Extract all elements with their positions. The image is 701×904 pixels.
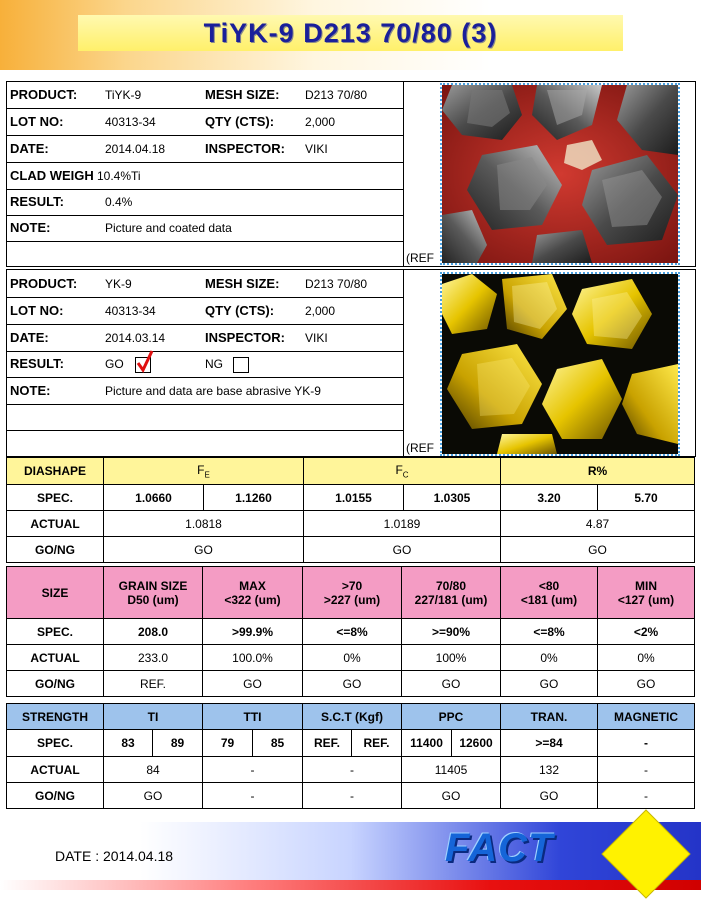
over70-header: >70 >227 (um) (303, 567, 402, 619)
lot-label: LOT NO: (10, 114, 64, 129)
spec-cell: 12600 (452, 730, 501, 757)
magnetic-header: MAGNETIC (598, 704, 695, 730)
grain-size-header: GRAIN SIZE D50 (um) (104, 567, 203, 619)
gong-cell: GO (203, 671, 303, 697)
70-80-header: 70/80 227/181 (um) (402, 567, 501, 619)
result-ng-label: NG (205, 357, 223, 371)
spec-cell: REF. (303, 730, 352, 757)
product-label: PRODUCT: (10, 87, 78, 102)
qty-value: 2,000 (305, 115, 336, 129)
clad-weight-value: 10.4%Ti (97, 169, 141, 183)
gong-cell: GO (501, 783, 598, 809)
max-header: MAX <322 (um) (203, 567, 303, 619)
qty-label: QTY (CTS): (205, 303, 275, 318)
gong-cell: GO (304, 537, 501, 563)
gong-cell: GO (104, 783, 203, 809)
clad-weight-label: CLAD WEIGH (10, 168, 94, 183)
strength-header: STRENGTH (7, 704, 104, 730)
date-label: DATE: (10, 141, 49, 156)
actual-cell: 1.0818 (104, 511, 304, 537)
actual-cell: 233.0 (104, 645, 203, 671)
gong-cell: GO (104, 537, 304, 563)
spec-cell: <2% (598, 619, 695, 645)
actual-cell: 84 (104, 757, 203, 783)
r-percent-header: R% (501, 458, 695, 485)
mesh-size-label: MESH SIZE: (205, 87, 280, 102)
inspector-label: INSPECTOR: (205, 330, 285, 345)
fc-header: $F_C$ (304, 458, 501, 485)
gong-cell: GO (501, 537, 695, 563)
spec-cell: >99.9% (203, 619, 303, 645)
gong-cell: GO (501, 671, 598, 697)
gong-cell: - (303, 783, 402, 809)
ref-label: (REF (406, 441, 434, 455)
checkmark-icon (135, 350, 155, 374)
result-go-checkbox[interactable] (135, 356, 151, 374)
spec-cell: 85 (253, 730, 303, 757)
ng-checkbox-box (233, 357, 249, 373)
page-title: TiYK-9 D213 70/80 (3) (203, 18, 498, 48)
actual-cell: 0% (501, 645, 598, 671)
sct-header: S.C.T (Kgf) (303, 704, 402, 730)
mesh-size-label: MESH SIZE: (205, 276, 280, 291)
ppc-header: PPC (402, 704, 501, 730)
actual-label: ACTUAL (7, 757, 104, 783)
spec-label: SPEC. (7, 730, 104, 757)
gong-cell: REF. (104, 671, 203, 697)
spec-cell: 79 (203, 730, 253, 757)
diashape-table (6, 457, 695, 563)
lot-label: LOT NO: (10, 303, 64, 318)
result-label: RESULT: (10, 356, 64, 371)
footer-red-stripe (0, 880, 701, 890)
spec-cell: 3.20 (501, 485, 598, 511)
spec-cell: 89 (153, 730, 203, 757)
note-label: NOTE: (10, 383, 51, 398)
result-ng-checkbox[interactable] (233, 356, 249, 374)
mesh-size-value: D213 70/80 (305, 277, 368, 291)
product-value: YK-9 (105, 277, 132, 291)
actual-cell: 4.87 (501, 511, 695, 537)
coated-diamond-image (442, 85, 678, 263)
footer-date: DATE : 2014.04.18 (55, 848, 174, 864)
spec-cell: - (598, 730, 695, 757)
diamond-logo-icon (600, 808, 692, 900)
actual-cell: - (203, 757, 303, 783)
strength-table (6, 703, 695, 809)
base-diamond-photo (440, 272, 680, 456)
product-label: PRODUCT: (10, 276, 78, 291)
ref-label: (REF (406, 251, 434, 265)
actual-cell: 11405 (402, 757, 501, 783)
tran-header: TRAN. (501, 704, 598, 730)
spec-cell: <=8% (501, 619, 598, 645)
ti-header: TI (104, 704, 203, 730)
size-header: SIZE (7, 567, 104, 619)
actual-label: ACTUAL (7, 645, 104, 671)
spec-cell: 1.0305 (404, 485, 501, 511)
diashape-header: DIASHAPE (7, 458, 104, 485)
spec-cell: 1.0660 (104, 485, 204, 511)
under80-header: <80 <181 (um) (501, 567, 598, 619)
coated-diamond-photo (440, 83, 680, 265)
gong-cell: GO (598, 671, 695, 697)
gong-label: GO/NG (7, 783, 104, 809)
spec-cell: <=8% (303, 619, 402, 645)
note-label: NOTE: (10, 220, 51, 235)
spec-cell: 1.0155 (304, 485, 404, 511)
gong-cell: GO (303, 671, 402, 697)
spec-cell: 1.1260 (204, 485, 304, 511)
result-label: RESULT: (10, 194, 64, 209)
spec-cell: 208.0 (104, 619, 203, 645)
note-value: Picture and coated data (105, 221, 232, 235)
note-value: Picture and data are base abrasive YK-9 (105, 384, 321, 398)
spec-cell: >=84 (501, 730, 598, 757)
actual-cell: 100% (402, 645, 501, 671)
actual-cell: 0% (303, 645, 402, 671)
gong-cell: GO (402, 671, 501, 697)
actual-cell: 132 (501, 757, 598, 783)
qty-value: 2,000 (305, 304, 336, 318)
tti-header: TTI (203, 704, 303, 730)
gong-cell: GO (402, 783, 501, 809)
gong-label: GO/NG (7, 671, 104, 697)
inspector-value: VIKI (305, 331, 328, 345)
inspector-label: INSPECTOR: (205, 141, 285, 156)
spec-cell: 83 (104, 730, 153, 757)
lot-value: 40313-34 (105, 304, 156, 318)
fact-logo: FACT (445, 826, 554, 870)
actual-label: ACTUAL (7, 511, 104, 537)
date-value: 2014.04.18 (105, 142, 166, 156)
qty-label: QTY (CTS): (205, 114, 275, 129)
actual-cell: - (598, 757, 695, 783)
gong-cell: - (598, 783, 695, 809)
actual-cell: 1.0189 (304, 511, 501, 537)
spec-cell: >=90% (402, 619, 501, 645)
spec-cell: 11400 (402, 730, 452, 757)
min-header: MIN <127 (um) (598, 567, 695, 619)
lot-value: 40313-34 (105, 115, 156, 129)
result-value: 0.4% (105, 195, 133, 209)
base-diamond-image (442, 274, 678, 454)
mesh-size-value: D213 70/80 (305, 88, 368, 102)
fe-header: $F_E$ (104, 458, 304, 485)
date-label: DATE: (10, 330, 49, 345)
actual-cell: - (303, 757, 402, 783)
inspector-value: VIKI (305, 142, 328, 156)
spec-label: SPEC. (7, 619, 104, 645)
date-value: 2014.03.14 (105, 331, 166, 345)
gong-label: GO/NG (7, 537, 104, 563)
actual-cell: 100.0% (203, 645, 303, 671)
gong-cell: - (203, 783, 303, 809)
result-go-label: GO (105, 357, 124, 371)
spec-cell: 5.70 (598, 485, 695, 511)
spec-label: SPEC. (7, 485, 104, 511)
spec-cell: REF. (352, 730, 402, 757)
size-table (6, 566, 695, 697)
product-value: TiYK-9 (105, 88, 142, 102)
actual-cell: 0% (598, 645, 695, 671)
